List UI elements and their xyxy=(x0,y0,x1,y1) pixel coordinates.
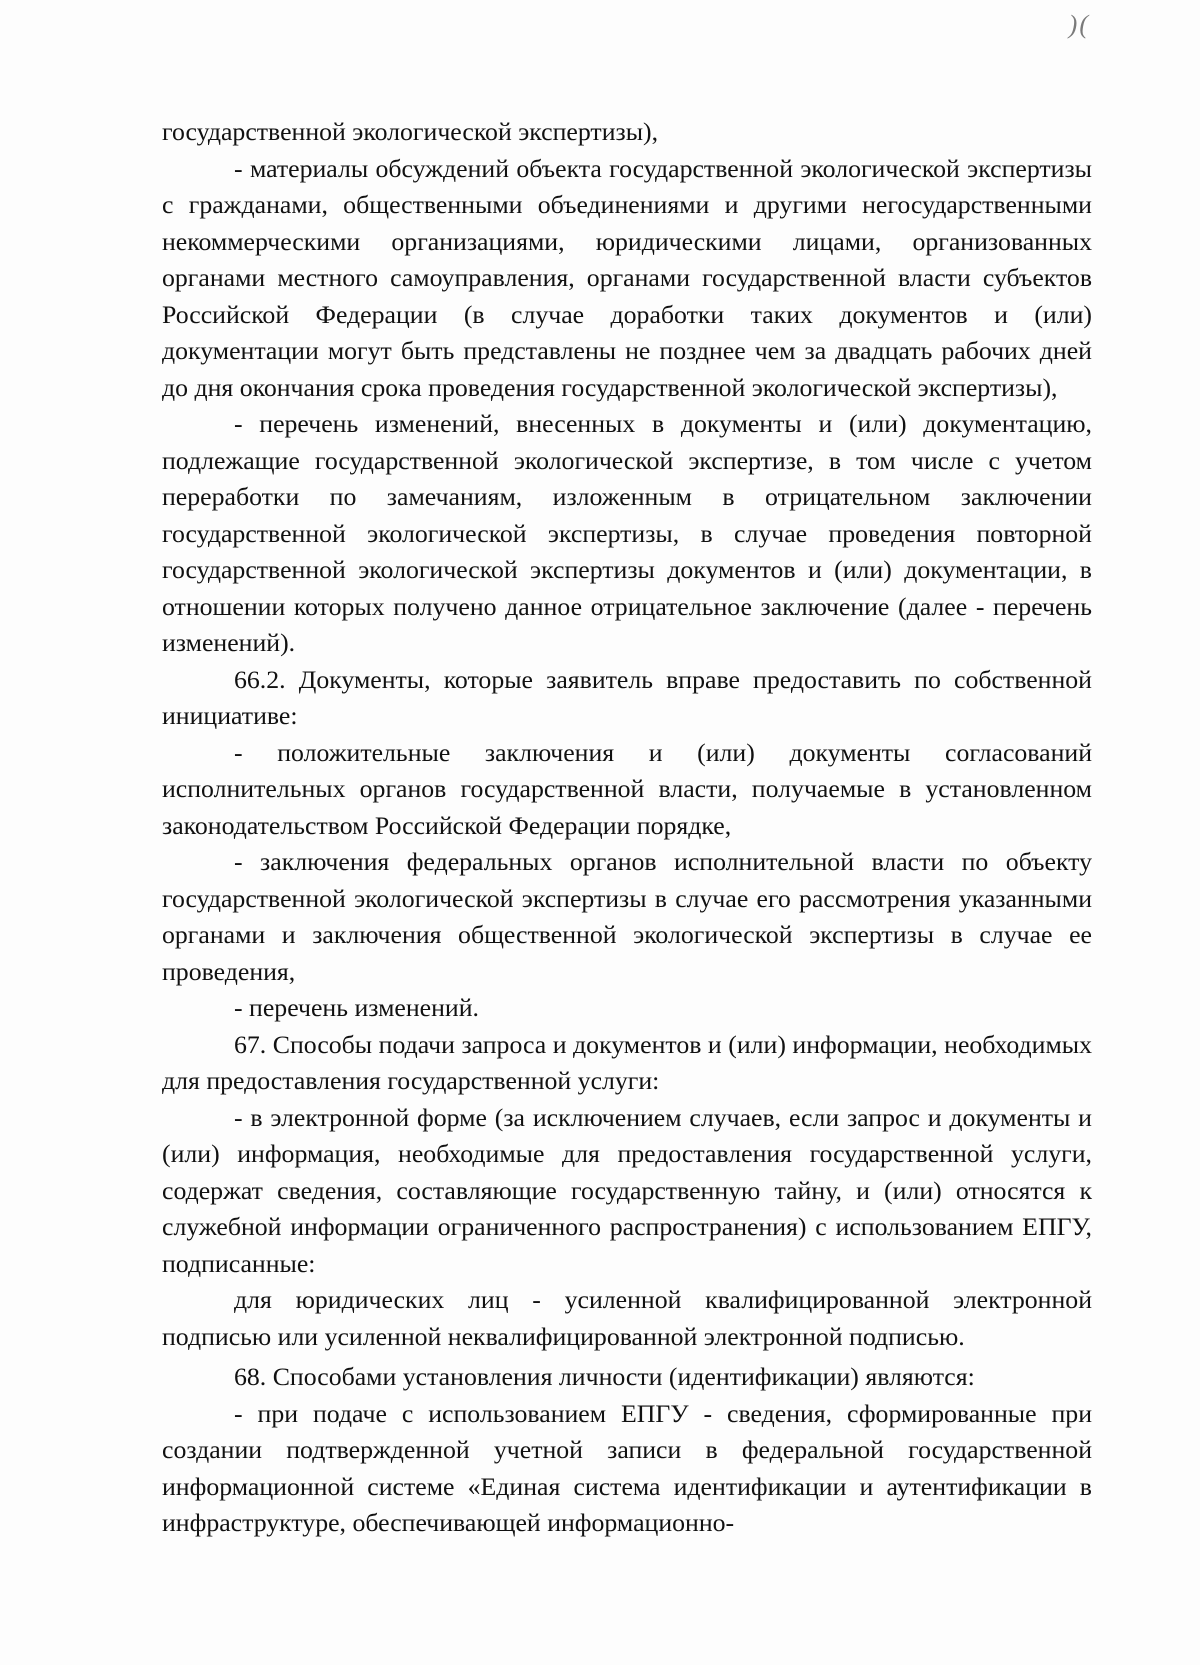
paragraph-5: - положительные заключения и (или) документы согласований исполнительных органов государственной власти, получаемые в установленном законодательством Российской Федерации порядке, xyxy=(162,737,1092,840)
document-body xyxy=(162,114,1092,1542)
paragraph-9: - в электронной форме (за исключением случаев, если запрос и документы и (или) информация, необходимые для предоставления государственной услуги, содержат сведения, составляющие государственную тайну, и (или) относятся к служебной информации ограниченного распространения) с использованием ЕПГУ, подписанные: xyxy=(162,1102,1092,1278)
paragraph-12: - при подаче с использованием ЕПГУ - сведения, сформированные при создании подтвержденной учетной записи в федеральной государственной информационной системе «Единая система идентификации и аутентификации в инфраструктуре, обеспечивающей информационно- xyxy=(162,1398,1092,1537)
paragraph-1: государственной экологической экспертизы), xyxy=(162,117,659,146)
paragraph-4: 66.2. Документы, которые заявитель вправе предоставить по собственной инициативе: xyxy=(162,664,1092,730)
paragraph-3: - перечень изменений, внесенных в документы и (или) документацию, подлежащие государственной экологической экспертизе, в том числе с учетом переработки по замечаниям, изложенным в отрицательном заключении государственной экологической экспертизы, в случае проведения повторной государственной экологической экспертизы документов и (или) документации, в отношении которых получено данное отрицательное заключение (далее - перечень изменений). xyxy=(162,409,1092,657)
paragraph-6: - заключения федеральных органов исполнительной власти по объекту государственной экологической экспертизы в случае его рассмотрения указанными органами и заключения общественной экологической экспертизы в случае ее проведения, xyxy=(162,847,1092,986)
paragraph-7: - перечень изменений. xyxy=(234,993,479,1022)
paragraph-10: для юридических лиц - усиленной квалифицированной электронной подписью или усиленной неквалифицированной электронной подписью. xyxy=(162,1285,1092,1351)
paragraph-2: - материалы обсуждений объекта государственной экологической экспертизы с гражданами, общественными объединениями и другими негосударственными некоммерческими организациями, юридическими лицами, организованных органами местного самоуправления, органами государственной власти субъектов Российской Федерации (в случае доработки таких документов и (или) документации могут быть представлены не позднее чем за двадцать рабочих дней до дня окончания срока проведения государственной экологической экспертизы), xyxy=(162,153,1092,402)
paragraph-11: 68. Способами установления личности (идентификации) являются: xyxy=(234,1362,975,1391)
paragraph-8: 67. Способы подачи запроса и документов и (или) информации, необходимых для предоставления государственной услуги: xyxy=(162,1029,1092,1095)
page-number: )( xyxy=(1068,10,1090,39)
